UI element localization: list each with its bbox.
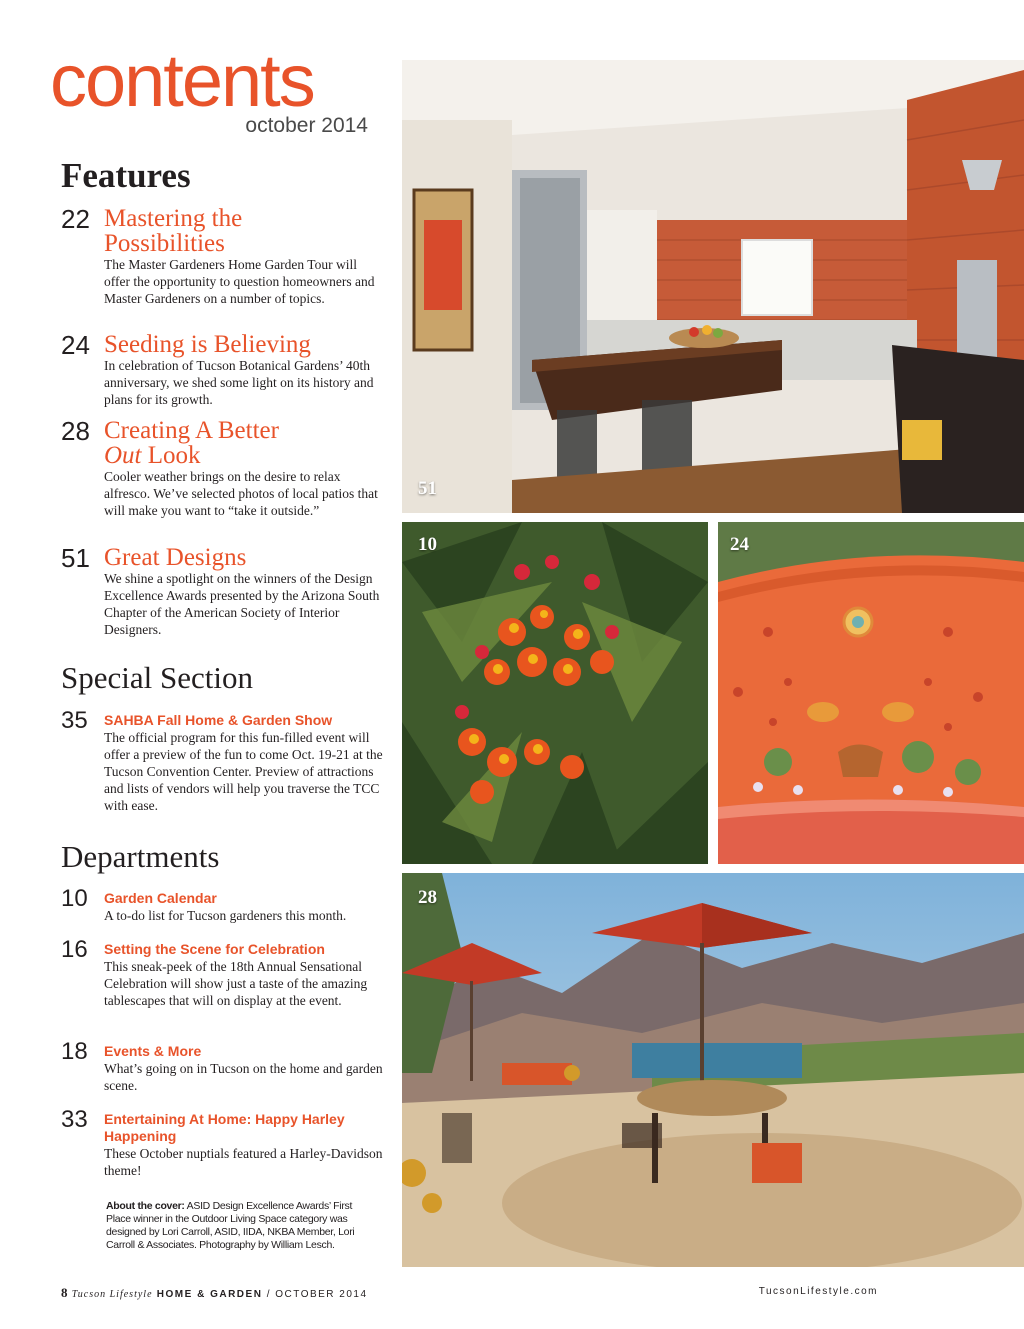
entry-title: Seeding is Believing [104,331,311,358]
entry-title: SAHBA Fall Home & Garden Show [104,712,333,728]
entry-description: These October nuptials featured a Harley-Davidson theme! [104,1146,383,1178]
entry-title-line: Mastering the [104,205,243,232]
page-number: 28 [61,416,90,446]
page-number: 18 [61,1038,88,1065]
entry-title: Great Designs [104,544,247,571]
flowers-photo[interactable] [402,522,708,864]
entry-description: The Master Gardeners Home Garden Tour will offer the opportunity to question homeowners and Master Gardeners on a number of topics. [104,257,375,306]
entry-title: Events & More [104,1043,202,1059]
entry-title: Entertaining At Home: Happy Harley Happening [104,1111,345,1144]
cover-credit [106,1200,368,1252]
entry-title: Setting the Scene for Celebration [104,941,325,957]
entry-title-line: Creating A Better [104,417,279,444]
page-number: 51 [61,543,90,573]
page-number: 10 [61,885,88,912]
page-number: 33 [61,1106,88,1133]
page-number: 22 [61,204,90,234]
entry-title-line [104,443,383,468]
entry-title: Garden Calendar [104,890,217,906]
toc-entry-22[interactable] [61,206,383,307]
features-heading: Features [61,156,191,195]
kitchen-photo[interactable] [402,60,1024,513]
page-number: 35 [61,707,88,734]
folio-separator: / [266,1289,271,1300]
page-number: 16 [61,936,88,963]
toc-entry-24[interactable] [61,332,383,408]
entry-description: Cooler weather brings on the desire to relax alfresco. We’ve selected photos of local patios that will make you want to “take it outside.” [104,469,378,518]
folio-page-number: 8 [61,1285,68,1300]
website-link[interactable]: TucsonLifestyle.com [758,1286,878,1297]
cover-credit-label: About the cover: [106,1200,185,1212]
entry-title-italic: Out [104,442,142,469]
toc-entry-28[interactable] [61,418,383,519]
folio-section: HOME & GARDEN [156,1289,263,1300]
masthead [50,39,372,137]
entry-description: We shine a spotlight on the winners of the Design Excellence Awards presented by the Arizona South Chapter of the American Society of Interior Designers. [104,571,380,637]
entry-description: A to-do list for Tucson gardeners this month. [104,908,347,923]
folio-issue: OCTOBER 2014 [275,1289,368,1300]
issue-date: october 2014 [245,114,368,137]
toc-entry-16[interactable] [61,937,383,1009]
folio [61,1285,368,1301]
toc-entry-10[interactable] [61,886,383,924]
folio-brand: Tucson Lifestyle [71,1289,153,1300]
toc-entry-51[interactable] [61,545,383,638]
toc-entry-18[interactable] [61,1039,383,1094]
entry-description: In celebration of Tucson Botanical Gardens’ 40th anniversary, we shed some light on its history and plans for its growth. [104,358,374,407]
contents-title: contents [50,39,314,122]
toc-entry-33[interactable] [61,1107,383,1179]
entry-description: The official program for this fun-filled event will offer a preview of the fun to come Oct. 19-21 at the Tucson Convention Center. Preview of attractions and lists of vendors will help you traverse the TCC with ease. [104,730,383,813]
entry-title-rest: Look [147,442,201,469]
photo-page-badge: 24 [730,534,749,555]
page-number: 24 [61,330,90,360]
photo-page-badge: 28 [418,887,437,908]
departments-heading: Departments [61,839,220,874]
entry-description: What’s going on in Tucson on the home and garden scene. [104,1061,383,1093]
cover-credit-text: ASID Design Excellence Awards’ First Place winner in the Outdoor Living Space category was designed by Lori Carroll, ASID, IIDA, NKBA Member, Lori Carroll & Associates. Photography by William Lesch. [106,1200,355,1251]
photo-page-badge: 10 [418,534,437,555]
special-section-heading: Special Section [61,660,253,695]
entry-description: This sneak-peek of the 18th Annual Sensational Celebration will show just a taste of the amazing tablescapes that will on display at the event. [104,959,368,1008]
patio-photo[interactable] [402,873,1024,1267]
toc-entry-35[interactable] [61,708,383,814]
photo-page-badge: 51 [418,478,437,499]
entry-title-line: Possibilities [104,230,225,257]
garden-wall-photo[interactable] [718,522,1024,864]
